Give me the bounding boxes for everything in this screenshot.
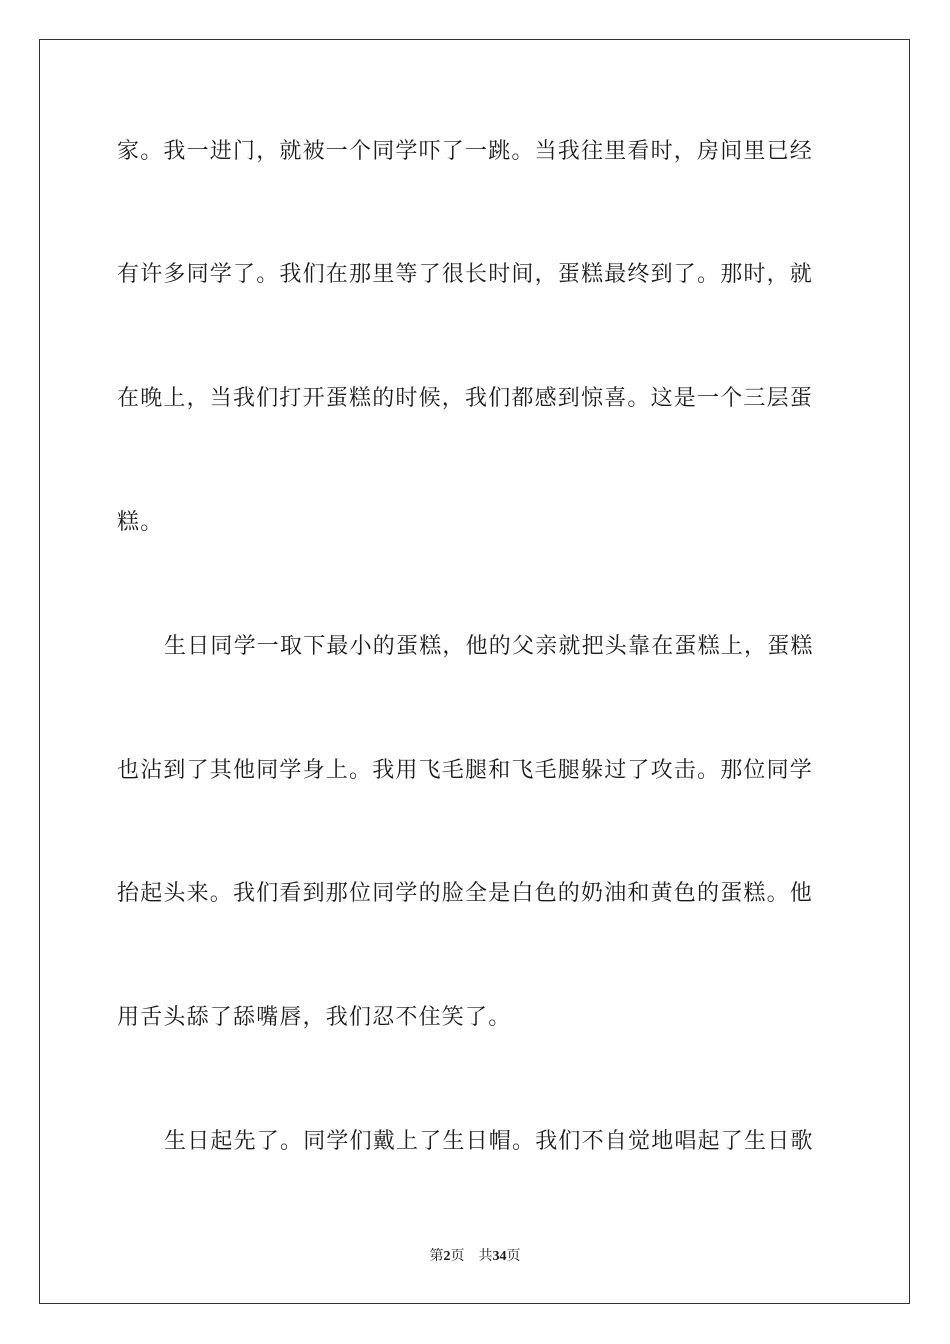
- paragraph-first-line: 生日起先了。同学们戴上了生日帽。我们不自觉地唱起了生日歌: [164, 1129, 814, 1154]
- total-prefix: 共: [478, 1249, 493, 1264]
- text-line: 也沾到了其他同学身上。我用飞毛腿和飞毛腿躲过了攻击。那位同学: [117, 758, 814, 783]
- text-line: 抬起头来。我们看到那位同学的脸全是白色的奶油和黄色的蛋糕。他: [117, 881, 814, 906]
- total-suffix: 页: [506, 1249, 521, 1264]
- text-line: 在晚上，当我们打开蛋糕的时候，我们都感到惊喜。这是一个三层蛋: [117, 386, 814, 411]
- page-border: [39, 39, 910, 1304]
- paragraph-first-line: 生日同学一取下最小的蛋糕，他的父亲就把头靠在蛋糕上，蛋糕: [164, 634, 814, 659]
- text-line: 有许多同学了。我们在那里等了很长时间，蛋糕最终到了。那时，就: [117, 262, 814, 287]
- text-line: 用舌头舔了舔嘴唇，我们忍不住笑了。: [117, 1005, 512, 1030]
- page-footer: [0, 1248, 950, 1266]
- page-suffix: 页: [450, 1249, 465, 1264]
- page-number: 2: [443, 1249, 451, 1264]
- text-line: 家。我一进门，就被一个同学吓了一跳。当我往里看时，房间里已经: [117, 139, 814, 164]
- page-prefix: 第: [429, 1249, 444, 1264]
- text-line: 糕。: [117, 510, 164, 535]
- total-pages: 34: [492, 1249, 507, 1264]
